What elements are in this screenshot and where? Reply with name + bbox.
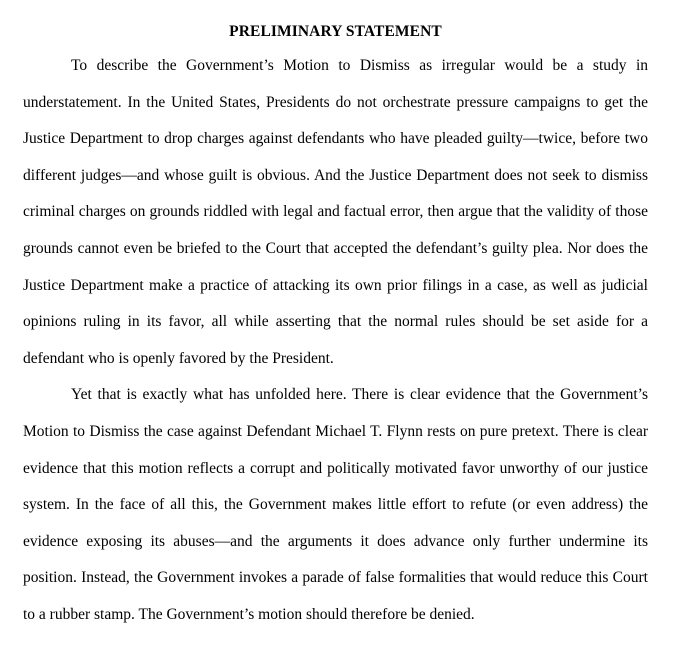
- paragraph-2: Yet that is exactly what has unfolded here. There is clear evidence that the Government’s Motion to Dismiss the case against Defendant Michael T. Flynn rests on pure pretext. There is clear evidence that this motion reflects a corrupt and politically motivated favor unworthy of our justice system. In the face of all this, the Government makes little effort to refute (or even address) the evidence exposing its abuses—and the arguments it does advance only further undermine its position. Instead, the Government invokes a parade of false formalities that would reduce this Court to a rubber stamp. The Government’s motion should therefore be denied.: [23, 386, 648, 623]
- section-heading: PRELIMINARY STATEMENT: [229, 23, 442, 40]
- paragraph-1: To describe the Government’s Motion to Dismiss as irregular would be a study in understatement. In the United States, Presidents do not orchestrate pressure campaigns to get the Justice Department to drop charges against defendants who have pleaded guilty—twice, before two different judges—and whose guilt is obvious. And the Justice Department does not seek to dismiss criminal charges on grounds riddled with legal and factual error, then argue that the validity of those grounds cannot even be briefed to the Court that accepted the defendant’s guilty plea. Nor does the Justice Department make a practice of attacking its own prior filings in a case, as well as judicial opinions ruling in its favor, all while asserting that the normal rules should be set aside for a defendant who is openly favored by the President.: [23, 57, 648, 367]
